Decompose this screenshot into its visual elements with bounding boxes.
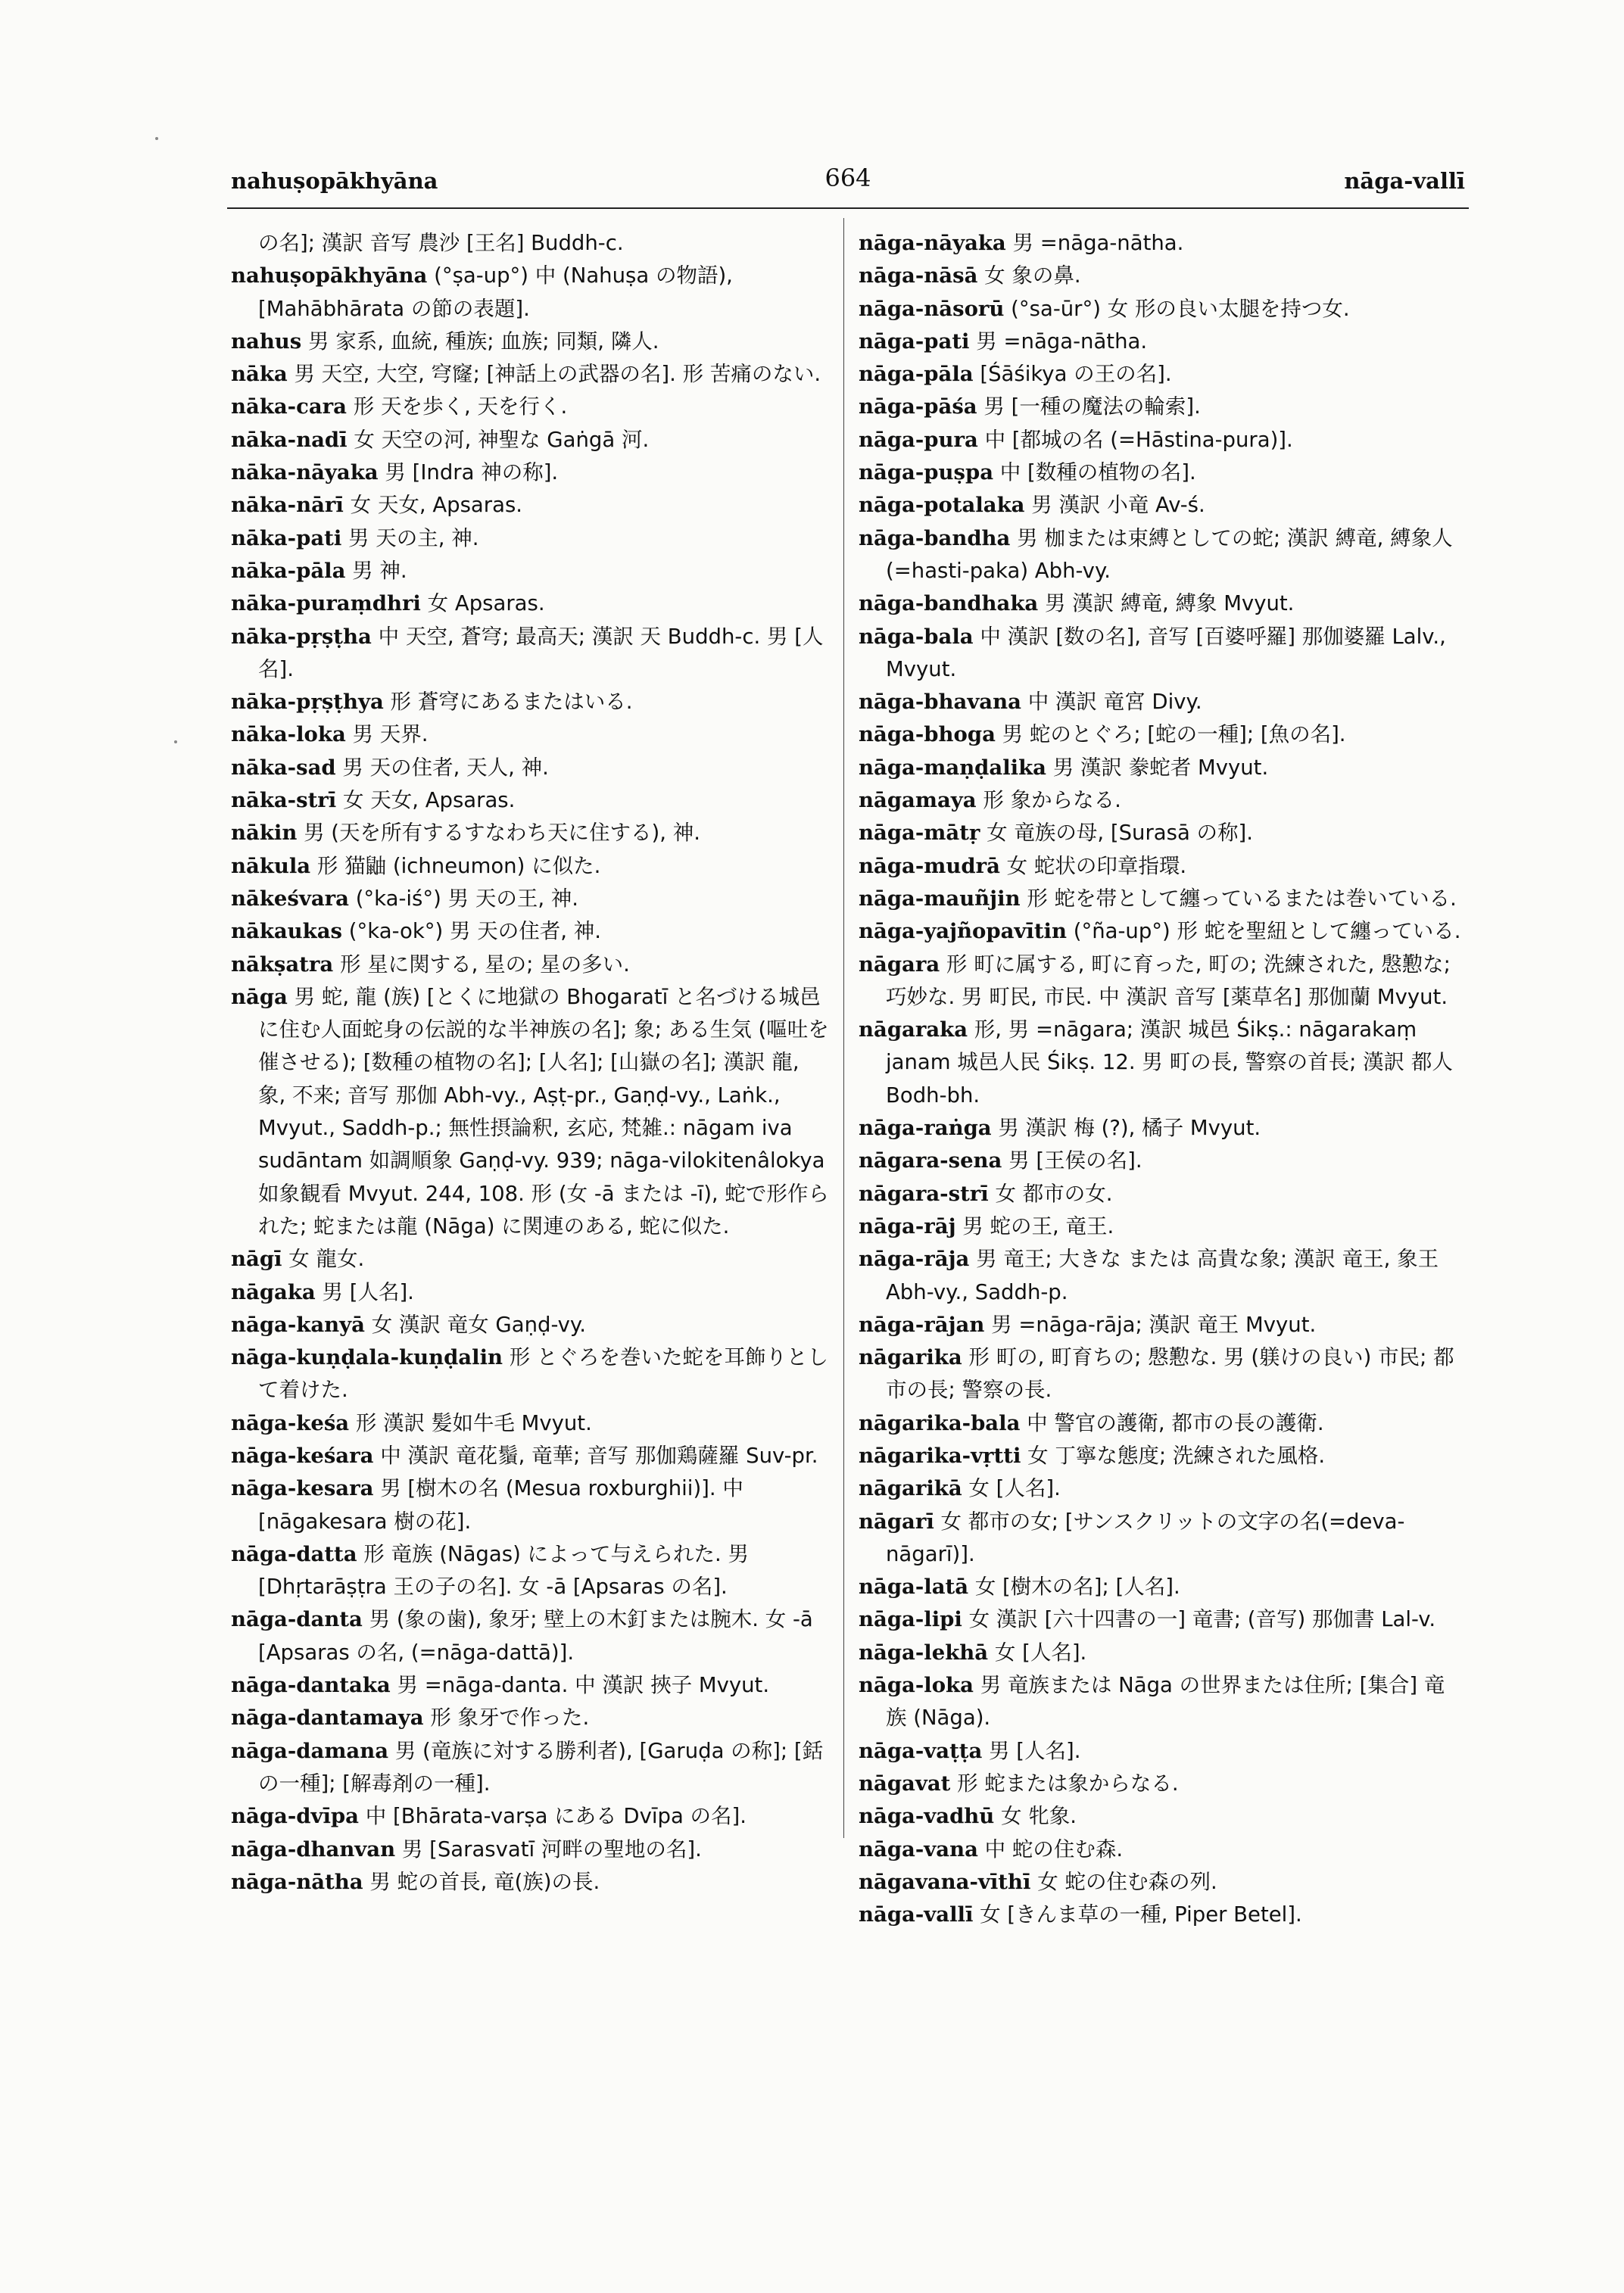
- headword: nāga-potalaka: [859, 493, 1025, 518]
- definition: 女 漢訳 竜女 Gaṇḍ-vy.: [371, 1312, 587, 1337]
- dictionary-entry: [859, 1899, 1464, 1931]
- dictionary-entry: [231, 489, 829, 522]
- definition: 中 漢訳 [数の名], 音写 [百婆呼羅] 那伽婆羅 Lalv., Mvyut.: [886, 624, 1446, 681]
- dictionary-entry: [859, 1800, 1464, 1833]
- headword: nāga-rāja: [859, 1247, 970, 1272]
- definition: 男 竜族または Nāga の世界または住所; [集合] 竜族 (Nāga).: [886, 1673, 1445, 1731]
- dictionary-entry: [231, 260, 829, 326]
- dictionary-entry: [859, 718, 1464, 751]
- headword: nāga-bala: [859, 624, 974, 649]
- dictionary-entry: [859, 587, 1464, 620]
- definition: 男 [樹木の名 (Mesua roxburghii)]. 中 [nāgakesara 樹の花].: [258, 1476, 743, 1534]
- definition: 形 町に属する, 町に育った, 町の; 洗練された, 慇懃な; 巧妙な. 男 町民, 市民. 中 漢訳 音写 [薬草名] 那伽蘭 Mvyut.: [886, 952, 1451, 1009]
- definition: 女 都市の女.: [995, 1181, 1113, 1206]
- headword: nāga-nāsorū: [859, 296, 1005, 321]
- scan-speck: [174, 740, 177, 743]
- headword: nāka-puraṃdhri: [231, 591, 421, 616]
- definition: 男 蛇, 龍 (族) [とくに地獄の Bhogaratī と名づける城邑に住む人面蛇身の伝説的な半神族の名]; 象; ある生気 (嘔吐を催させる); [数種の植物の名]; [人名]; [山嶽の名]; 漢訳 龍, 象, 不来; 音写 那伽 Abh-vy., Aṣṭ-pr., Gaṇḍ-vy., Laṅk., Mvyut., Saddh-p.; 無性摂論釈, 玄応, 梵雑.: nāgam iva sudāntam 如調順象 Gaṇḍ-vy. 939; nāga-vilokitenâlokya 如象観看 Mvyut. 244, 108. 形 (女 -ā または -ī), 蛇で形作られた; 蛇または龍 (Nāga) に関連のある, 蛇に似た.: [258, 984, 829, 1238]
- headword: nāka-loka: [231, 722, 346, 747]
- dictionary-entry: [859, 915, 1464, 948]
- definition: 男 蛇の首長, 竜(族)の長.: [369, 1869, 600, 1894]
- dictionary-entry: [231, 1276, 829, 1309]
- dictionary-entry: [859, 1178, 1464, 1210]
- headword: nāga-vadhū: [859, 1804, 995, 1829]
- headword: nāga-nātha: [231, 1869, 363, 1894]
- definition: 男 [人名].: [322, 1279, 414, 1304]
- definition: 男 [Indra 神の称].: [385, 460, 559, 485]
- dictionary-entry: [231, 915, 829, 948]
- definition: 女 蛇状の印章指環.: [1006, 853, 1187, 878]
- dictionary-entry: [859, 227, 1464, 260]
- headword: nāgaraka: [859, 1017, 968, 1042]
- headword: nāga-nāsā: [859, 263, 978, 288]
- dictionary-entry: [859, 1571, 1464, 1603]
- definition: 男 [一種の魔法の輪索].: [983, 394, 1201, 419]
- headword: nāgamaya: [859, 788, 977, 813]
- definition: 女 象の鼻.: [984, 263, 1081, 288]
- definition: 中 [都城の名 (=Hāstina-pura)].: [984, 427, 1293, 452]
- definition: 男 天の住者, 天人, 神.: [342, 755, 549, 780]
- dictionary-entry: [859, 1407, 1464, 1440]
- definition: 形 町の, 町育ちの; 慇懃な. 男 (躾けの良い) 市民; 都市の長; 警察の長.: [886, 1345, 1454, 1403]
- definition: 女 Apsaras.: [427, 591, 545, 616]
- headword: nāgaka: [231, 1279, 316, 1304]
- definition: 男 (天を所有するすなわち天に住する), 神.: [304, 821, 700, 846]
- dictionary-entry: [231, 555, 829, 587]
- dictionary-entry: [859, 424, 1464, 456]
- headword: nāgarika: [859, 1345, 962, 1370]
- definition: 男 漢訳 豢蛇者 Mvyut.: [1052, 755, 1269, 780]
- dictionary-entry: [859, 1669, 1464, 1735]
- headword: nāga-dantamaya: [231, 1706, 424, 1731]
- headword: nāgara-strī: [859, 1181, 989, 1206]
- headword: nāka-pṛṣṭhya: [231, 690, 384, 715]
- dictionary-entry: [231, 326, 829, 358]
- definition: 形 象牙で作った.: [430, 1706, 590, 1731]
- headword: nāga-rāj: [859, 1213, 956, 1238]
- dictionary-entry: [859, 1472, 1464, 1505]
- definition: 女 [人名].: [994, 1640, 1087, 1665]
- dictionary-entry: [231, 1603, 829, 1669]
- headword: nāgarī: [859, 1509, 934, 1534]
- dictionary-entry: [231, 1702, 829, 1734]
- headword: nāka-nāyaka: [231, 460, 379, 485]
- dictionary-entry: [231, 1669, 829, 1702]
- headword: nāgara-sena: [859, 1148, 1002, 1173]
- dictionary-entry: [231, 1833, 829, 1866]
- headword: nāga-kesara: [231, 1476, 374, 1501]
- headword: nāga-bhoga: [859, 722, 996, 747]
- headword: nāga-pāśa: [859, 394, 977, 419]
- definition: 男 (竜族に対する勝利者), [Garuḍa の称]; [銛の一種]; [解毒剤の一種].: [258, 1738, 824, 1796]
- dictionary-entry: [859, 293, 1464, 326]
- headword: nāga-pura: [859, 427, 978, 452]
- definition: 女 漢訳 [六十四書の一] 竜書; (音写) 那伽書 Lal-v.: [968, 1607, 1436, 1632]
- dictionary-entry: [231, 686, 829, 718]
- dictionary-entry: [231, 817, 829, 849]
- headword: nāga-vana: [859, 1837, 978, 1862]
- headword: nāga-mudrā: [859, 853, 1000, 878]
- header-rule: [227, 207, 1469, 209]
- definition: 中 漢訳 竜宮 Divy.: [1027, 690, 1202, 715]
- dictionary-entry: [231, 784, 829, 817]
- dictionary-entry: [859, 1309, 1464, 1341]
- dictionary-entry: [231, 522, 829, 555]
- dictionary-entry: [231, 1341, 829, 1407]
- header-last-word: nāga-vallī: [1344, 168, 1465, 194]
- definition: 形 蒼穹にあるまたはいる.: [390, 690, 633, 715]
- definition: 女 天女, Apsaras.: [342, 788, 516, 813]
- headword: nāga-danta: [231, 1607, 363, 1632]
- headword: nāga-puṣpa: [859, 460, 994, 485]
- headword: nāgarikā: [859, 1476, 962, 1501]
- definition: 男 竜王; 大きな または 高貴な象; 漢訳 竜王, 象王 Abh-vy., Saddh-p.: [886, 1247, 1439, 1304]
- headword: nāga-keśara: [231, 1443, 374, 1468]
- definition: (°ka-iś°) 男 天の王, 神.: [355, 886, 579, 911]
- headword: nāga-pāla: [859, 362, 974, 387]
- dictionary-entry: [859, 1833, 1464, 1866]
- headword: nākaukas: [231, 919, 343, 944]
- dictionary-entry: [231, 456, 829, 489]
- dictionary-entry: [859, 1735, 1464, 1768]
- page-number: 664: [824, 164, 871, 192]
- dictionary-entry: [231, 718, 829, 751]
- definition: 男 家系, 血統, 種族; 血族; 同類, 隣人.: [308, 329, 659, 354]
- headword: nāga-datta: [231, 1541, 357, 1566]
- headword: nāga-mauñjin: [859, 886, 1021, 911]
- dictionary-entry: [859, 883, 1464, 915]
- dictionary-entry: [231, 883, 829, 915]
- headword: nāka-pati: [231, 525, 342, 550]
- definition: 男 神.: [352, 558, 407, 583]
- definition: 男 =nāga-danta. 中 漢訳 挾子 Mvyut.: [397, 1673, 770, 1698]
- definition: 形 とぐろを巻いた蛇を耳飾りとして着けた.: [258, 1345, 829, 1403]
- definition: 形, 男 =nāgara; 漢訳 城邑 Śikṣ.: nāgarakaṃ janam 城邑人民 Śikṣ. 12. 男 町の長, 警察の首長; 漢訳 都人 Bodh-bh.: [886, 1017, 1453, 1108]
- headword: nāka: [231, 362, 288, 387]
- definition: 男 漢訳 梅 (?), 橘子 Mvyut.: [998, 1116, 1261, 1141]
- headword: nāga-lekhā: [859, 1640, 989, 1665]
- headword: nāga-mātṛ: [859, 821, 980, 846]
- headword: nāka-nārī: [231, 493, 344, 518]
- dictionary-entry: [859, 522, 1464, 588]
- headword: nāga-vallī: [859, 1902, 974, 1927]
- dictionary-entry: [231, 1735, 829, 1801]
- headword: nāka-nadī: [231, 427, 348, 452]
- dictionary-entry: [231, 1538, 829, 1604]
- dictionary-entry: [859, 1866, 1464, 1899]
- dictionary-entry: [859, 260, 1464, 292]
- dictionary-entry: [859, 1112, 1464, 1145]
- definition: (°sa-ūr°) 女 形の良い太腿を持つ女.: [1011, 296, 1350, 321]
- column-divider: [843, 218, 844, 1043]
- dictionary-entry: [859, 850, 1464, 883]
- dictionary-entry: [859, 1603, 1464, 1636]
- definition: 女 牝象.: [1001, 1804, 1077, 1829]
- headword: nāgī: [231, 1247, 282, 1272]
- definition: 中 漢訳 竜花鬚, 竜華; 音写 那伽鶏薩羅 Suv-pr.: [380, 1443, 818, 1468]
- definition: 中 蛇の住む森.: [984, 1837, 1124, 1862]
- definition: 形 星に関する, 星の; 星の多い.: [339, 952, 630, 977]
- headword: nāga-loka: [859, 1673, 974, 1698]
- headword: nāgavat: [859, 1771, 951, 1796]
- right-column: [859, 227, 1464, 1931]
- headword: nahus: [231, 329, 302, 354]
- headword: nāga-kuṇḍala-kuṇḍalin: [231, 1345, 503, 1370]
- header-first-word: nahuṣopākhyāna: [231, 168, 438, 194]
- definition: 形 天を歩く, 天を行く.: [353, 394, 568, 419]
- definition: 女 天空の河, 神聖な Gaṅgā 河.: [354, 427, 650, 452]
- dictionary-entry: [859, 1243, 1464, 1309]
- headword: nāga-yajñopavītin: [859, 919, 1067, 944]
- headword: nāga-dantaka: [231, 1673, 391, 1698]
- definition: 中 警官の護衛, 都市の長の護衛.: [1027, 1410, 1324, 1435]
- headword: nāka-pāla: [231, 558, 346, 583]
- headword: nāgarika-vṛtti: [859, 1443, 1021, 1468]
- dictionary-entry: [231, 391, 829, 423]
- headword: nāga-latā: [859, 1575, 969, 1600]
- definition: 男 =nāga-nātha.: [976, 329, 1148, 354]
- definition: 女 天女, Apsaras.: [350, 493, 523, 518]
- dictionary-entry: [231, 1243, 829, 1276]
- headword: nāga-raṅga: [859, 1116, 992, 1141]
- definition: 女 龍女.: [288, 1247, 365, 1272]
- definition: 形 猫鼬 (ichneumon) に似た.: [316, 853, 601, 878]
- definition: 女 丁寧な態度; 洗練された風格.: [1027, 1443, 1326, 1468]
- headword: nāga-dvīpa: [231, 1804, 359, 1829]
- definition: 男 =nāga-nātha.: [1012, 231, 1184, 255]
- definition: の名]; 漢訳 音写 農沙 [王名] Buddh-c.: [258, 231, 624, 255]
- definition: 女 [きんま草の一種, Piper Betel].: [980, 1902, 1302, 1927]
- headword: nāka-cara: [231, 394, 347, 419]
- dictionary-entry: [231, 850, 829, 883]
- headword: nāga-lipi: [859, 1607, 962, 1632]
- definition: 女 蛇の住む森の列.: [1037, 1869, 1217, 1894]
- dictionary-entry: [231, 424, 829, 456]
- dictionary-entry: [231, 358, 829, 391]
- definition: 形 蛇を帯として纏っているまたは巻いている.: [1027, 886, 1457, 911]
- dictionary-entry: [859, 784, 1464, 817]
- definition: 形 竜族 (Nāgas) によって与えられた. 男 [Dhṛtarāṣṭra 王の子の名]. 女 -ā [Apsaras の名].: [258, 1541, 750, 1600]
- definition: 男 蛇のとぐろ; [蛇の一種]; [魚の名].: [1002, 722, 1346, 747]
- headword: nāga-dhanvan: [231, 1837, 396, 1862]
- headword: nākṣatra: [231, 952, 334, 977]
- definition: 中 [Bhārata-varṣa にある Dvīpa の名].: [365, 1804, 747, 1829]
- dictionary-entry: [859, 949, 1464, 1014]
- definition: 女 竜族の母, [Surasā の称].: [987, 821, 1254, 846]
- headword: nāga-keśa: [231, 1410, 350, 1435]
- dictionary-entry: [231, 1800, 829, 1833]
- dictionary-entry: [231, 1472, 829, 1538]
- headword: nākin: [231, 821, 298, 846]
- definition: 中 天空, 蒼穹; 最高天; 漢訳 天 Buddh-c. 男 [人名].: [258, 624, 824, 681]
- dictionary-entry: [231, 1309, 829, 1341]
- headword: nāga-kanyā: [231, 1312, 365, 1337]
- headword: nāga-maṇḍalika: [859, 755, 1046, 780]
- headword: nahuṣopākhyāna: [231, 263, 428, 288]
- definition: 男 枷または束縛としての蛇; 漢訳 縛竜, 縛象人 (=hasti-paka) Abh-vy.: [886, 525, 1453, 583]
- running-header: [231, 164, 1465, 206]
- definition: 女 [人名].: [968, 1476, 1061, 1501]
- headword: nāga-nāyaka: [859, 231, 1006, 255]
- dictionary-entry: [231, 981, 829, 1243]
- dictionary-entry: [859, 456, 1464, 489]
- scan-speck: [155, 137, 158, 140]
- headword: nāga-bhavana: [859, 690, 1021, 715]
- headword: nāka-strī: [231, 788, 337, 813]
- headword: nāga-bandhaka: [859, 591, 1039, 616]
- dictionary-entry: [231, 949, 829, 981]
- headword: nāga-bandha: [859, 525, 1011, 550]
- dictionary-entry: [231, 1407, 829, 1440]
- headword: nāgavana-vīthī: [859, 1869, 1031, 1894]
- headword: nākula: [231, 853, 311, 878]
- definition: 形 蛇または象からなる.: [957, 1771, 1179, 1796]
- left-column: [231, 227, 829, 1899]
- definition: 中 [数種の植物の名].: [999, 460, 1196, 485]
- definition: 男 天の主, 神.: [348, 525, 479, 550]
- definition: 女 都市の女; [サンスクリットの文字の名(=deva-nāgarī)].: [886, 1509, 1405, 1566]
- dictionary-entry: [859, 489, 1464, 522]
- dictionary-entry: [859, 1210, 1464, 1243]
- dictionary-entry: [859, 817, 1464, 849]
- dictionary-entry: [859, 686, 1464, 718]
- column-divider: [843, 1043, 844, 1838]
- dictionary-entry: [859, 1768, 1464, 1800]
- definition: (°ṣa-up°) 中 (Nahuṣa の物語), [Mahābhārata の節の表題].: [258, 263, 733, 321]
- headword: nāka-pṛṣṭha: [231, 624, 372, 649]
- definition: [Śāśikya の王の名].: [980, 362, 1172, 387]
- dictionary-entry: [859, 1637, 1464, 1669]
- dictionary-entry: [859, 1440, 1464, 1472]
- headword: nāga-vaṭṭa: [859, 1738, 983, 1763]
- dictionary-entry: [231, 1440, 829, 1472]
- definition: 男 [人名].: [989, 1738, 1081, 1763]
- dictionary-entry: [859, 752, 1464, 784]
- dictionary-entry: [859, 1341, 1464, 1407]
- definition: (°ña-up°) 形 蛇を聖紐として纏っている.: [1073, 919, 1461, 944]
- dictionary-entry: [231, 587, 829, 620]
- dictionary-entry: [859, 1014, 1464, 1112]
- definition: (°ka-ok°) 男 天の住者, 神.: [348, 919, 601, 944]
- definition: 男 =nāga-rāja; 漢訳 竜王 Mvyut.: [991, 1312, 1317, 1337]
- definition: 女 [樹木の名]; [人名].: [974, 1575, 1180, 1600]
- definition: 男 (象の歯), 象牙; 壁上の木釘または腕木. 女 -ā [Apsaras の名, (=nāga-dattā)].: [258, 1607, 813, 1665]
- headword: nāgara: [859, 952, 940, 977]
- headword: nāga: [231, 984, 288, 1009]
- dictionary-entry: [231, 752, 829, 784]
- dictionary-entry: [859, 391, 1464, 423]
- definition: 男 天界.: [352, 722, 429, 747]
- dictionary-entry: [859, 358, 1464, 391]
- dictionary-entry: [859, 1506, 1464, 1572]
- headword: nāga-rājan: [859, 1312, 985, 1337]
- definition: 男 天空, 大空, 穹窿; [神話上の武器の名]. 形 苦痛のない.: [294, 362, 821, 387]
- headword: nāka-sad: [231, 755, 336, 780]
- definition: 男 漢訳 縛竜, 縛象 Mvyut.: [1044, 591, 1295, 616]
- dictionary-entry: [859, 326, 1464, 358]
- definition: 形 漢訳 髪如牛毛 Mvyut.: [355, 1410, 592, 1435]
- dictionary-entry: [859, 621, 1464, 687]
- headword: nāga-damana: [231, 1738, 389, 1763]
- dictionary-entry: [231, 621, 829, 687]
- dictionary-entry: [231, 1866, 829, 1899]
- dictionary-entry: [231, 227, 829, 260]
- headword: nāgarika-bala: [859, 1410, 1021, 1435]
- definition: 形 象からなる.: [983, 788, 1121, 813]
- headword: nāga-pati: [859, 329, 970, 354]
- definition: 男 漢訳 小竜 Av-ś.: [1031, 493, 1205, 518]
- headword: nākeśvara: [231, 886, 349, 911]
- definition: 男 [Sarasvatī 河畔の聖地の名].: [401, 1837, 702, 1862]
- definition: 男 蛇の王, 竜王.: [962, 1213, 1114, 1238]
- dictionary-entry: [859, 1145, 1464, 1177]
- definition: 男 [王侯の名].: [1008, 1148, 1142, 1173]
